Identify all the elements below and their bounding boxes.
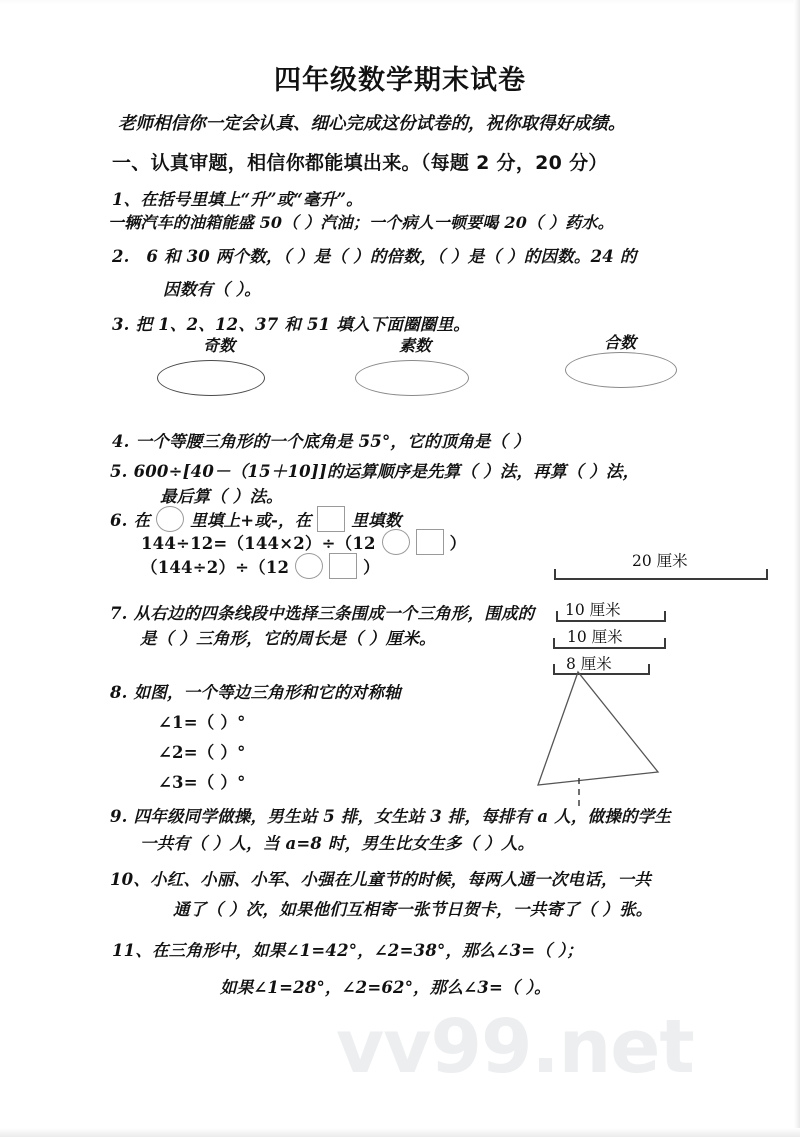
question-6-expr-b: （144÷2）÷（12	[141, 558, 290, 577]
question-6-text-a: 6. 在	[110, 511, 151, 530]
set-ellipse-odd	[157, 360, 265, 396]
question-8-angle-3: ∠3=（ ）°	[158, 773, 246, 792]
set-label-prime: 素数	[399, 336, 432, 355]
segment-bar-10a	[556, 620, 666, 622]
question-8-angle-1: ∠1=（ ）°	[158, 713, 246, 732]
question-6-line-3	[141, 553, 380, 579]
question-3-line-1: 3. 把 1、2、12、37 和 51 填入下面圈圈里。	[112, 315, 470, 334]
set-ellipse-composite	[565, 352, 677, 388]
question-2-line-1: 2. 6 和 30 两个数，（ ）是（ ）的倍数，（ ）是（ ）的因数。24 的	[112, 247, 637, 266]
question-2-line-2: 因数有（ ）。	[163, 280, 261, 299]
question-11-line-2: 如果∠1=28°，∠2=62°，那么∠3=（ ）。	[220, 978, 551, 997]
set-ellipse-prime	[355, 360, 469, 396]
question-6-text-c: 里填数	[351, 511, 402, 530]
page-edge-bottom	[0, 1128, 800, 1137]
question-4: 4. 一个等腰三角形的一个底角是 55°，它的顶角是（ ）	[112, 432, 530, 451]
question-9-line-2: 一共有（ ）人，当 a=8 时，男生比女生多（ ）人。	[140, 834, 535, 853]
encouragement-subtitle: 老师相信你一定会认真、细心完成这份试卷的，祝你取得好成绩。	[118, 114, 626, 134]
segment-label-10b: 10 厘米	[567, 628, 623, 646]
question-7-line-1: 7. 从右边的四条线段中选择三条围成一个三角形，围成的	[110, 604, 535, 623]
set-label-composite: 合数	[604, 333, 637, 352]
question-8-line-1: 8. 如图，一个等边三角形和它的对称轴	[110, 683, 401, 702]
site-watermark: vv99.net	[336, 1004, 694, 1090]
question-1-line-2: 一辆汽车的油箱能盛 50（ ）汽油；一个病人一顿要喝 20（ ）药水。	[108, 213, 614, 232]
question-10-line-1: 10、小红、小丽、小军、小强在儿童节的时候，每两人通一次电话，一共	[110, 870, 652, 889]
question-5-line-1: 5. 600÷[40－（15＋10]]的运算顺序是先算（ ）法，再算（ ）法，	[110, 462, 640, 481]
segment-bar-10b	[553, 647, 666, 649]
page-title: 四年级数学期末试卷	[274, 65, 526, 96]
equilateral-triangle-figure	[520, 660, 710, 810]
question-6-expr-a-close: ）	[449, 534, 467, 553]
page-edge-right	[794, 0, 800, 1137]
section-heading-one: 一、认真审题，相信你都能填出来。（每题 2 分，20 分）	[112, 152, 608, 174]
blank-circle-icon[interactable]	[382, 529, 410, 555]
question-7-line-2: 是（ ）三角形，它的周长是（ ）厘米。	[140, 629, 436, 648]
question-9-line-1: 9. 四年级同学做操，男生站 5 排，女生站 3 排，每排有 a 人，做操的学生	[110, 807, 672, 826]
question-6-expr-b-close: ）	[363, 558, 380, 577]
page-edge-top	[0, 0, 800, 5]
question-1-line-1: 1、在括号里填上“升”或“毫升”。	[112, 190, 363, 209]
question-8-angle-2: ∠2=（ ）°	[158, 743, 246, 762]
segment-label-20: 20 厘米	[632, 552, 688, 570]
segment-label-10a: 10 厘米	[565, 601, 621, 619]
question-6-line-2	[141, 529, 466, 555]
set-label-odd: 奇数	[203, 336, 236, 355]
question-6-expr-a: 144÷12=（144×2）÷（12	[141, 534, 376, 553]
question-11-line-1: 11、在三角形中，如果∠1=42°，∠2=38°，那么∠3=（ ）；	[112, 941, 584, 960]
question-10-line-2: 通了（ ）次，如果他们互相寄一张节日贺卡，一共寄了（ ）张。	[173, 900, 653, 919]
question-5-line-2: 最后算（ ）法。	[160, 487, 283, 506]
segment-label-8: 8 厘米	[566, 655, 612, 673]
blank-square-icon[interactable]	[329, 553, 357, 579]
question-6-text-b: 里填上+或-，在	[190, 511, 312, 530]
blank-circle-icon[interactable]	[295, 553, 323, 579]
segment-bar-20	[554, 578, 768, 580]
blank-square-icon[interactable]	[416, 529, 444, 555]
